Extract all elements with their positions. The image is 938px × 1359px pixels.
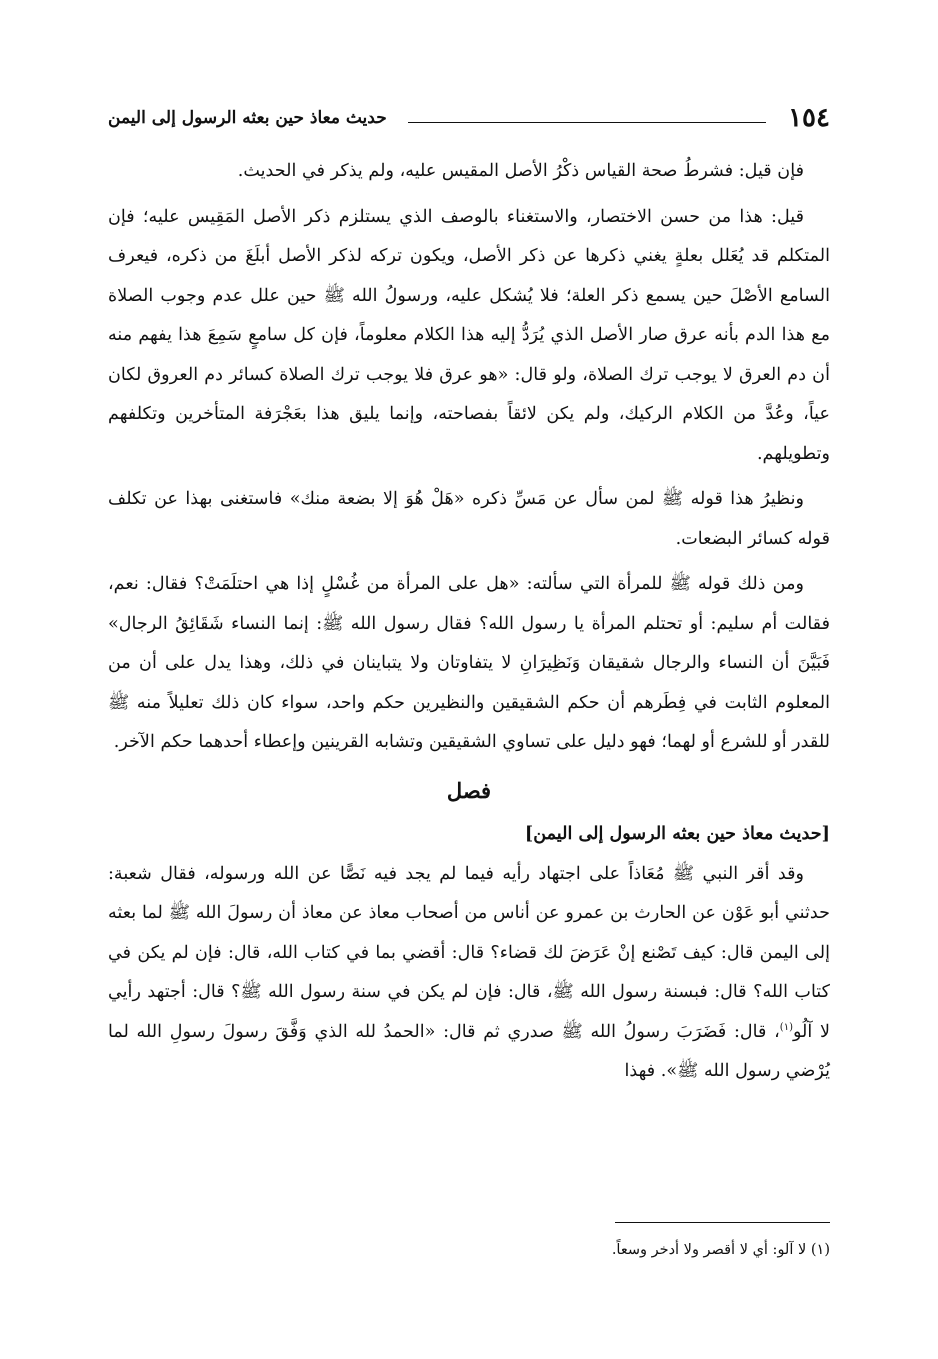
page-body xyxy=(108,152,830,1098)
paragraph-part: وقد أقر النبي ﷺ مُعَاذاً على اجتهاد رأيه فيما لم يجد فيه نَصًّا عن الله ورسوله، فقال شعبة: حدثني أبو عَوْن عن الحارث بن عمرو عن أناس من أصحاب معاذ عن معاذ أن رسولَ الله ﷺ لما بعثه إلى اليمن قال: كيف تَصْنع إنْ عَرَضَ لك قضاء؟ قال: أقضي بما في كتاب الله، قال: فإن لم يكن في كتاب الله؟ قال: فبسنة رسول الله ﷺ، قال: فإن لم يكن في سنة رسول الله ﷺ؟ قال: أجتهد رأيي لا آلُو xyxy=(108,863,830,1042)
page-number: ١٥٤ xyxy=(788,103,830,133)
paragraph xyxy=(108,855,830,1092)
footnote: (١) لا آلو: أي لا أقصر ولا أدخر وسعاً. xyxy=(611,1242,830,1258)
footnote-marker[interactable]: (١) xyxy=(779,1021,793,1033)
paragraph-part: ، قال: فَضَرَبَ رسولُ الله ﷺ صدري ثم قال: «الحمدُ لله الذي وَفَّقَ رسولَ رسولِ الله لما يُرْضي رسول الله ﷺ». فهذا xyxy=(108,1021,830,1081)
header-rule xyxy=(408,122,766,123)
paragraph: قيل: هذا من حسن الاختصار، والاستغناء بالوصف الذي يستلزم ذكر الأصل المَقِيس عليه؛ فإن المتكلم قد يُعَلل بعلةٍ يغني ذكرها عن ذكر الأصل، ويكون تركه لذكر الأصل أبلَغَ من ذكره، فيعرف السامع الأصْلَ حين يسمع ذكر العلة؛ فلا يُشكل عليه، ورسولُ الله ﷺ حين علل عدم وجوب الصلاة مع هذا الدم بأنه عرق صار الأصل الذي يُرَدُّ إليه هذا الكلام معلوماً، فإن كل سامعٍ سَمِعَ هذا يفهم منه أن دم العرق لا يوجب ترك الصلاة، ولو قال: «هو عرق فلا يوجب ترك الصلاة كسائر دم العروق لكان عياً، وعُدَّ من الكلام الركيك، ولم يكن لائقاً بفصاحته، وإنما يليق هذا بعَجْرَفة المتأخرين وتكلفهم وتطويلهم. xyxy=(108,206,830,464)
page-header xyxy=(108,100,830,136)
paragraph: ومن ذلك قوله ﷺ للمرأة التي سألته: «هل على المرأة من غُسْلٍ إذا هي احتلَمَتْ؟ فقال: نعم، فقالت أم سليم: أو تحتلم المرأة يا رسول الله؟ فقال رسول الله ﷺ: إنما النساء شَقَائِقُ الرجال» فَبَيَّنَ أن النساء والرجال شقيقان وَنَظِيرَانِ لا يتفاوتان ولا يتباينان في ذلك، وهذا يدل على أن من المعلوم الثابت في فِطَرهم أن حكم الشقيقين والنظيرين حكم واحد، سواء كان ذلك تعليلاً منه ﷺ للقدر أو للشرع أو لهما؛ فهو دليل على تساوي الشقيقين وتشابه القرينين وإعطاء أحدهما حكم الآخر. xyxy=(108,574,830,752)
running-title: حديث معاذ حين بعثه الرسول إلى اليمن xyxy=(108,108,387,128)
paragraph: فإن قيل: فشرطُ صحة القياس ذكْرُ الأصل المقيس عليه، ولم يذكر في الحديث. xyxy=(237,161,804,181)
subheading: [حديث معاذ حين بعثه الرسول إلى اليمن] xyxy=(524,822,830,844)
paragraph: ونظيرُ هذا قوله ﷺ لمن سأل عن مَسِّ ذكره «هَلْ هُوَ إلا بضعة منك» فاستغنى بهذا عن تكلف قوله كسائر البضعات. xyxy=(108,489,830,549)
section-heading: فصل xyxy=(446,777,492,803)
footnote-rule xyxy=(615,1222,830,1223)
